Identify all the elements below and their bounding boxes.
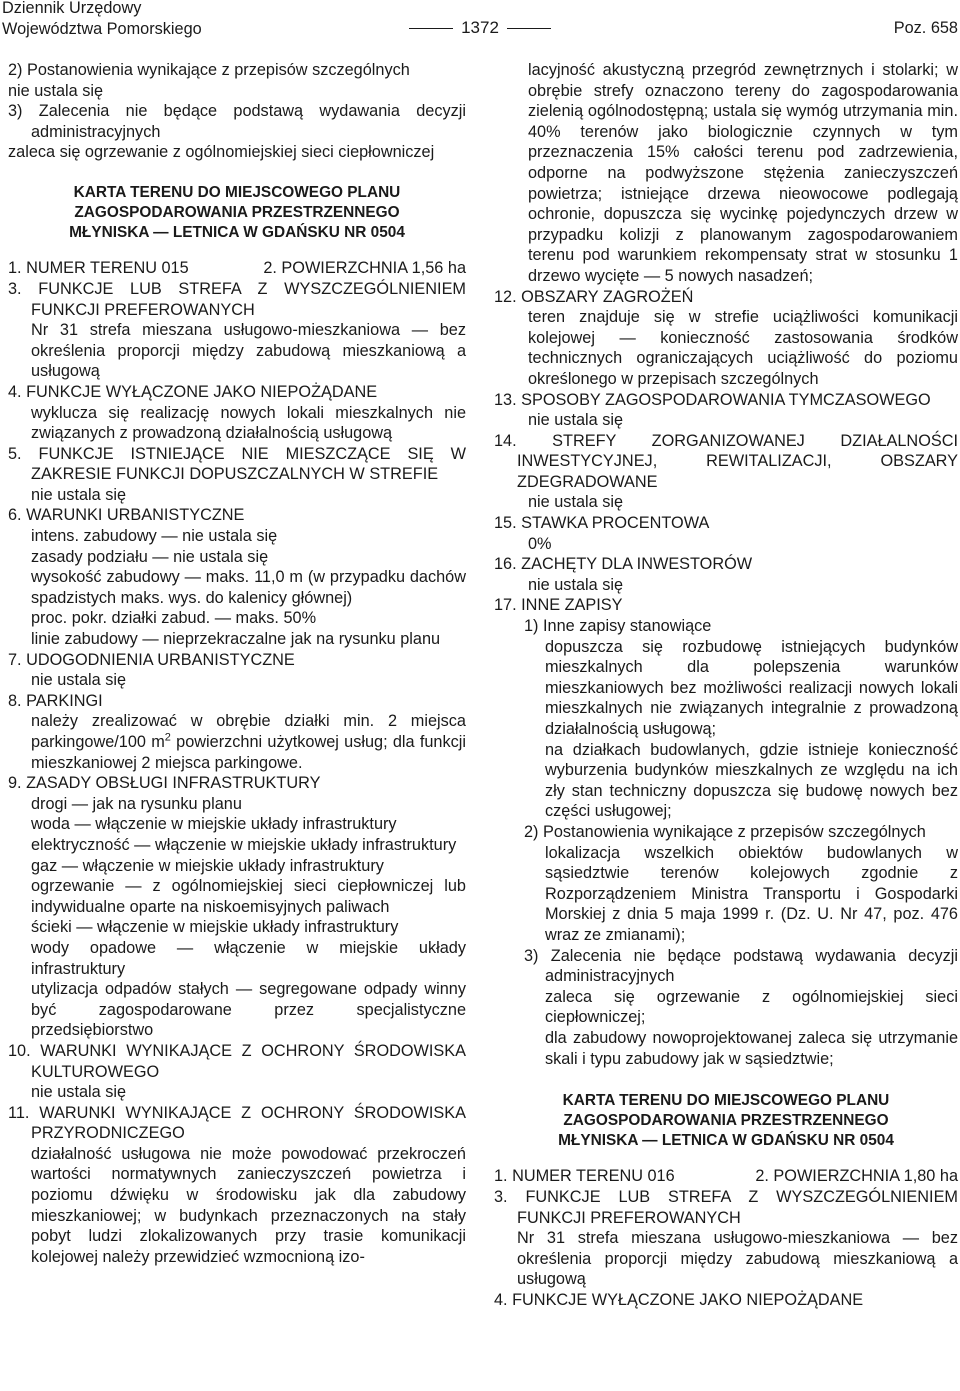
paragraph: utylizacja odpadów stałych — segregowane odpady winny być zagospodarowane przez specjalistyczne przedsiębiorstwo	[31, 980, 466, 1040]
sub-heading: 2) Postanowienia wynikające z przepisów szczególnych	[524, 822, 926, 841]
area-size: 2. POWIERZCHNIA 1,56 ha	[263, 259, 466, 278]
paragraph: nie ustala się	[31, 671, 127, 690]
paragraph: Nr 31 strefa mieszana usługowo-mieszkaniowa — bez określenia proporcji między zabudową mieszkaniową a usługową	[517, 1229, 958, 1289]
journal-name-line2: Województwa Pomorskiego	[2, 20, 202, 38]
section-heading: 13. SPOSOBY ZAGOSPODAROWANIA TYMCZASOWEGO	[494, 390, 931, 409]
paragraph: wyklucza się realizację nowych lokali mieszkalnych nie związanych z prowadzoną działalnością usługową	[31, 403, 466, 443]
section-heading: 17. INNE ZAPISY	[494, 596, 623, 615]
section-heading: 12. OBSZARY ZAGROŻEŃ	[494, 287, 694, 306]
paragraph: lacyjność akustyczną przegród zewnętrznych i stolarki; w obrębie strefy oznaczono tereny do zagospodarowania zielenią ogólnodostępną; ustala się wymóg utrzymania min. 40% terenów jako biologicznie czynnych w tym przeznaczenia 15% całości terenu pod zadrzewienia, odporne na podwyższone stężenia zanieczyszczeń powietrza; istniejące drzewa nieowocowe podlegają ochronie, dopuszcza się wycinkę pojedynczych drzew w przypadku kolizji z planowanym zagospodarowaniem terenu pod warunkiem rekompensaty strat w stosunku 1 drzewo wycięte — 5 nowych nasadzeń;	[528, 61, 958, 285]
paragraph: Nr 31 strefa mieszana usługowo-mieszkaniowa — bez określenia proporcji między zabudową mieszkaniową a usługową	[31, 321, 466, 381]
sub-heading: 1) Inne zapisy stanowiące	[524, 617, 712, 636]
paragraph: ścieki — włączenie w miejskie układy infrastruktury	[31, 918, 399, 937]
paragraph: 2) Postanowienia wynikające z przepisów szczególnych	[8, 61, 410, 79]
paragraph: nie ustala się	[528, 575, 624, 594]
section-heading: 16. ZACHĘTY DLA INWESTORÓW	[494, 555, 753, 574]
paragraph: intens. zabudowy — nie ustala się	[31, 527, 278, 546]
page-header	[0, 0, 960, 42]
paragraph: na działkach budowlanych, gdzie istnieje konieczność wyburzenia budynków mieszkalnych ze względu na ich zły stan techniczny dopuszcza się budowę nowych bez części usługowej;	[545, 740, 958, 821]
paragraph: teren znajduje się w strefie uciążliwości komunikacji kolejowej — konieczność zastosowania środków technicznych ograniczających uciążliwość do poziomu określonego w przepisach szczególnych	[528, 308, 958, 388]
card-title-line: KARTA TERENU DO MIEJSCOWEGO PLANU	[562, 1092, 890, 1110]
right-column	[494, 60, 958, 1311]
paragraph: 3) Zalecenia nie będące podstawą wydawania decyzji administracyjnych	[8, 102, 466, 141]
card-title-line: MŁYNISKA — LETNICA W GDAŃSKU NR 0504	[558, 1131, 894, 1149]
paragraph: nie ustala się	[528, 411, 624, 430]
paragraph: drogi — jak na rysunku planu	[31, 794, 242, 813]
text-run: należy zrealizować w obrębie działki min. 2 miejsca parkingowe/100 m	[31, 712, 466, 752]
paragraph: nie ustala się	[31, 1083, 127, 1102]
area-number: 1. NUMER TERENU 016	[494, 1167, 675, 1186]
section-heading: 8. PARKINGI	[8, 691, 103, 710]
paragraph: nie ustala się	[528, 493, 624, 512]
section-heading: 3. FUNKCJE LUB STREFA Z WYSZCZEGÓLNIENIEM FUNKCJI PREFEROWANYCH	[494, 1188, 958, 1227]
card-title	[8, 183, 466, 242]
paragraph: działalność usługowa nie może powodować przekroczeń wartości normatywnych zanieczyszczeń powietrza i poziomu dźwięku w środowisku jak dla zabudowy mieszkaniowej; w budynkach przeznaczonych na stały pobyt ludzi zlokalizowanych przy trasie komunikacji kolejowej należy przewidzieć wzmocnioną izo-	[31, 1144, 466, 1266]
section-heading: 6. WARUNKI URBANISTYCZNE	[8, 506, 245, 525]
area-size: 2. POWIERZCHNIA 1,80 ha	[755, 1167, 958, 1186]
paragraph: gaz — włączenie w miejskie układy infrastruktury	[31, 856, 384, 875]
parking-paragraph	[8, 711, 466, 773]
paragraph: dla zabudowy nowoprojektowanej zaleca się utrzymanie skali i typu zabudowy jak w sąsiedztwie;	[545, 1028, 958, 1068]
text-run: powierzchni użytkowej usług; dla funkcji mieszkaniowej 2 miejsca parkingowe.	[31, 733, 466, 772]
paragraph: zaleca się ogrzewanie z ogólnomiejskiej sieci ciepłowniczej	[8, 143, 435, 162]
section-heading: 4. FUNKCJE WYŁĄCZONE JAKO NIEPOŻĄDANE	[8, 382, 378, 401]
area-number: 1. NUMER TERENU 015	[8, 259, 189, 278]
card-title-line: ZAGOSPODAROWANIA PRZESTRZENNEGO	[563, 1111, 889, 1129]
paragraph: nie ustala się	[8, 81, 104, 100]
area-number-row	[8, 258, 466, 279]
paragraph: wysokość zabudowy — maks. 11,0 m (w przypadku dachów spadzistych maks. wys. do kalenicy głównej)	[31, 568, 466, 607]
paragraph: lokalizacja wszelkich obiektów budowlanych w sąsiedztwie terenów kolejowych zgodnie z Rozporządzeniem Ministra Transportu i Gospodarki Morskiej z dnia 5 maja 1999 r. (Dz. U. Nr 47, poz. 476 wraz ze zmianami);	[545, 843, 958, 944]
area-number-row	[494, 1166, 958, 1187]
paragraph: ogrzewanie — z ogólnomiejskiej sieci ciepłowniczej lub indywidualne oparte na niskoemisyjnych paliwach	[31, 877, 466, 916]
paragraph: proc. pokr. działki zabud. — maks. 50%	[31, 609, 317, 628]
section-heading: 15. STAWKA PROCENTOWA	[494, 514, 710, 533]
section-heading: 5. FUNKCJE ISTNIEJĄCE NIE MIESZCZĄCE SIĘ W ZAKRESIE FUNKCJI DOPUSZCZALNYCH W STREFIE	[8, 444, 466, 484]
card-title	[494, 1091, 958, 1150]
paragraph: nie ustala się	[31, 485, 127, 504]
card-title-line: MŁYNISKA — LETNICA W GDAŃSKU NR 0504	[69, 223, 405, 241]
section-heading: 14. STREFY ZORGANIZOWANEJ DZIAŁALNOŚCI INWESTYCYJNEJ, REWITALIZACJI, OBSZARY ZDEGRADOWANE	[494, 431, 958, 491]
card-title-line: KARTA TERENU DO MIEJSCOWEGO PLANU	[73, 183, 401, 201]
section-heading: 4. FUNKCJE WYŁĄCZONE JAKO NIEPOŻĄDANE	[494, 1291, 864, 1310]
paragraph: elektryczność — włączenie w miejskie układy infrastruktury	[31, 835, 457, 854]
superscript: 2	[164, 731, 171, 744]
journal-name-line1: Dziennik Urzędowy	[2, 0, 142, 17]
card-title-line: ZAGOSPODAROWANIA PRZESTRZENNEGO	[74, 203, 400, 221]
paragraph: woda — włączenie w miejskie układy infrastruktury	[31, 815, 397, 834]
section-heading: 11. WARUNKI WYNIKAJĄCE Z OCHRONY ŚRODOWISKA PRZYRODNICZEGO	[8, 1103, 466, 1143]
paragraph: dopuszcza się rozbudowę istniejących budynków mieszkalnych dla polepszenia warunków mieszkaniowych bez możliwości realizacji nowych lokali mieszkalnych nie związanych integralnie z prowadzoną działalnością usługową;	[545, 637, 958, 738]
paragraph: zasady podziału — nie ustala się	[31, 547, 269, 566]
position-number: Poz. 658	[893, 19, 958, 37]
section-heading: 7. UDOGODNIENIA URBANISTYCZNE	[8, 650, 295, 669]
page-number-text: 1372	[461, 18, 499, 37]
paragraph: wody opadowe — włączenie w miejskie układy infrastruktury	[31, 938, 466, 978]
paragraph: 0%	[528, 534, 552, 553]
paragraph: zaleca się ogrzewanie z ogólnomiejskiej sieci ciepłowniczej;	[545, 987, 958, 1027]
paragraph: linie zabudowy — nieprzekraczalne jak na rysunku planu	[31, 630, 441, 649]
section-heading: 10. WARUNKI WYNIKAJĄCE Z OCHRONY ŚRODOWISKA KULTUROWEGO	[8, 1041, 466, 1081]
page-number	[0, 18, 960, 39]
section-heading: 3. FUNKCJE LUB STREFA Z WYSZCZEGÓLNIENIEM FUNKCJI PREFEROWANYCH	[8, 279, 466, 319]
sub-heading: 3) Zalecenia nie będące podstawą wydawania decyzji administracyjnych	[524, 946, 958, 986]
section-heading: 9. ZASADY OBSŁUGI INFRASTRUKTURY	[8, 774, 321, 793]
left-column	[8, 60, 466, 1267]
